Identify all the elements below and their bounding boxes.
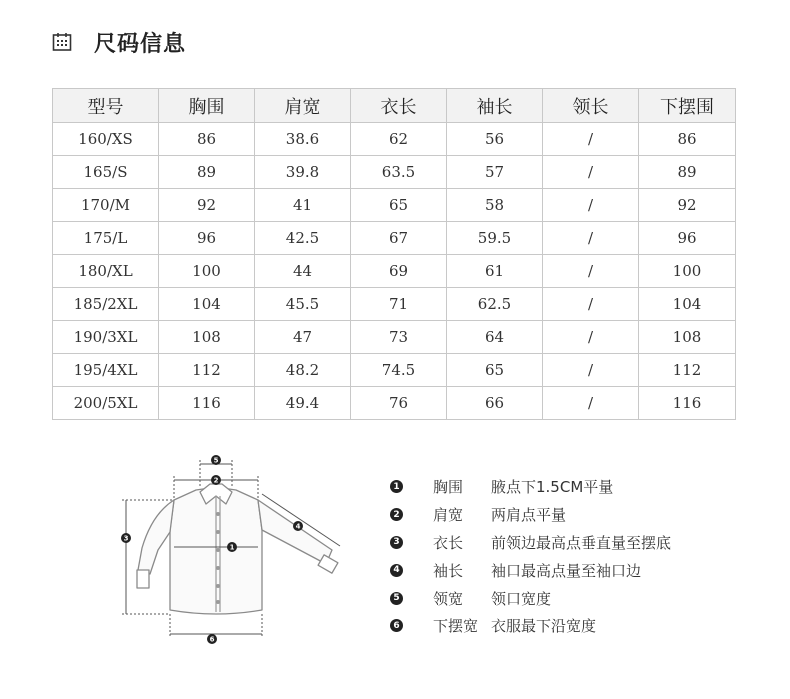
- table-cell: 165/S: [53, 156, 159, 189]
- table-cell: 175/L: [53, 222, 159, 255]
- table-row: [53, 288, 736, 321]
- col-header-shoulder: 肩宽: [255, 89, 351, 123]
- legend-name: 胸围: [433, 478, 464, 497]
- table-cell: 86: [639, 123, 736, 156]
- table-cell: 56: [447, 123, 543, 156]
- table-cell: 62: [351, 123, 447, 156]
- table-cell: /: [543, 288, 639, 321]
- table-cell: 108: [159, 321, 255, 354]
- table-cell: 92: [639, 189, 736, 222]
- table-row: [53, 255, 736, 288]
- table-row: [53, 387, 736, 420]
- list-item: [390, 501, 671, 529]
- table-cell: 96: [159, 222, 255, 255]
- legend-desc: 前领边最高点垂直量至摆底: [491, 533, 672, 552]
- legend-number: 2: [390, 508, 403, 521]
- measurement-legend: [390, 473, 671, 640]
- table-header-row: [53, 89, 736, 123]
- table-cell: /: [543, 321, 639, 354]
- table-cell: /: [543, 156, 639, 189]
- shirt-measurement-diagram: [112, 452, 362, 648]
- table-cell: 69: [351, 255, 447, 288]
- table-row: [53, 321, 736, 354]
- col-header-size: 型号: [53, 89, 159, 123]
- table-cell: 65: [447, 354, 543, 387]
- table-cell: /: [543, 189, 639, 222]
- table-cell: 112: [159, 354, 255, 387]
- table-cell: 47: [255, 321, 351, 354]
- legend-number: 4: [390, 564, 403, 577]
- table-cell: 190/3XL: [53, 321, 159, 354]
- table-row: [53, 156, 736, 189]
- table-cell: 92: [159, 189, 255, 222]
- list-item: [390, 584, 671, 612]
- col-header-sleeve: 袖长: [447, 89, 543, 123]
- table-cell: 116: [639, 387, 736, 420]
- list-item: [390, 612, 671, 640]
- table-cell: 108: [639, 321, 736, 354]
- legend-number: 1: [390, 480, 403, 493]
- table-cell: 44: [255, 255, 351, 288]
- table-cell: 200/5XL: [53, 387, 159, 420]
- col-header-length: 衣长: [351, 89, 447, 123]
- size-table: [52, 88, 736, 420]
- legend-name: 衣长: [433, 533, 464, 552]
- legend-number: 3: [390, 536, 403, 549]
- table-cell: 104: [159, 288, 255, 321]
- section-header: [52, 26, 186, 58]
- page-title: 尺码信息: [94, 31, 187, 57]
- table-cell: 39.8: [255, 156, 351, 189]
- legend-number: 6: [390, 619, 403, 632]
- table-cell: 71: [351, 288, 447, 321]
- table-row: [53, 222, 736, 255]
- table-cell: 45.5: [255, 288, 351, 321]
- table-row: [53, 189, 736, 222]
- table-row: [53, 123, 736, 156]
- shirt-outline: [137, 484, 338, 614]
- legend-name: 领宽: [433, 589, 464, 608]
- list-item: [390, 473, 671, 501]
- list-item: [390, 529, 671, 557]
- table-cell: 89: [639, 156, 736, 189]
- table-cell: 65: [351, 189, 447, 222]
- legend-name: 袖长: [433, 561, 464, 580]
- legend-name: 肩宽: [433, 506, 464, 525]
- table-cell: 100: [639, 255, 736, 288]
- marker-1: 1: [229, 543, 235, 552]
- legend-desc: 领口宽度: [491, 589, 552, 608]
- table-cell: 116: [159, 387, 255, 420]
- table-cell: 66: [447, 387, 543, 420]
- marker-3: 3: [123, 534, 129, 543]
- table-cell: /: [543, 255, 639, 288]
- table-cell: 89: [159, 156, 255, 189]
- legend-desc: 腋点下1.5CM平量: [491, 478, 614, 497]
- table-cell: 41: [255, 189, 351, 222]
- table-cell: 64: [447, 321, 543, 354]
- table-cell: 67: [351, 222, 447, 255]
- legend-name: 下摆宽: [433, 617, 479, 636]
- table-cell: 104: [639, 288, 736, 321]
- table-cell: 100: [159, 255, 255, 288]
- legend-desc: 袖口最高点量至袖口边: [491, 561, 642, 580]
- legend-desc: 两肩点平量: [491, 506, 567, 525]
- table-cell: 160/XS: [53, 123, 159, 156]
- table-cell: 112: [639, 354, 736, 387]
- legend-number: 5: [390, 592, 403, 605]
- col-header-chest: 胸围: [159, 89, 255, 123]
- table-cell: 63.5: [351, 156, 447, 189]
- marker-2: 2: [213, 476, 219, 485]
- marker-4: 4: [295, 522, 301, 531]
- table-cell: 58: [447, 189, 543, 222]
- table-row: [53, 354, 736, 387]
- table-cell: 57: [447, 156, 543, 189]
- table-cell: /: [543, 222, 639, 255]
- col-header-collar: 领长: [543, 89, 639, 123]
- table-cell: 170/M: [53, 189, 159, 222]
- table-cell: 73: [351, 321, 447, 354]
- table-cell: /: [543, 387, 639, 420]
- table-cell: 48.2: [255, 354, 351, 387]
- table-cell: 74.5: [351, 354, 447, 387]
- table-cell: 38.6: [255, 123, 351, 156]
- table-cell: /: [543, 354, 639, 387]
- table-cell: 62.5: [447, 288, 543, 321]
- list-item: [390, 556, 671, 584]
- table-cell: 59.5: [447, 222, 543, 255]
- col-header-hem: 下摆围: [639, 89, 736, 123]
- table-cell: 76: [351, 387, 447, 420]
- table-cell: 185/2XL: [53, 288, 159, 321]
- table-cell: 96: [639, 222, 736, 255]
- legend-desc: 衣服最下沿宽度: [491, 617, 597, 636]
- table-cell: 49.4: [255, 387, 351, 420]
- table-cell: 195/4XL: [53, 354, 159, 387]
- table-cell: 180/XL: [53, 255, 159, 288]
- table-cell: 61: [447, 255, 543, 288]
- marker-6: 6: [209, 635, 215, 644]
- table-cell: 86: [159, 123, 255, 156]
- table-cell: /: [543, 123, 639, 156]
- marker-5: 5: [213, 456, 219, 465]
- table-cell: 42.5: [255, 222, 351, 255]
- calendar-icon: [52, 32, 72, 52]
